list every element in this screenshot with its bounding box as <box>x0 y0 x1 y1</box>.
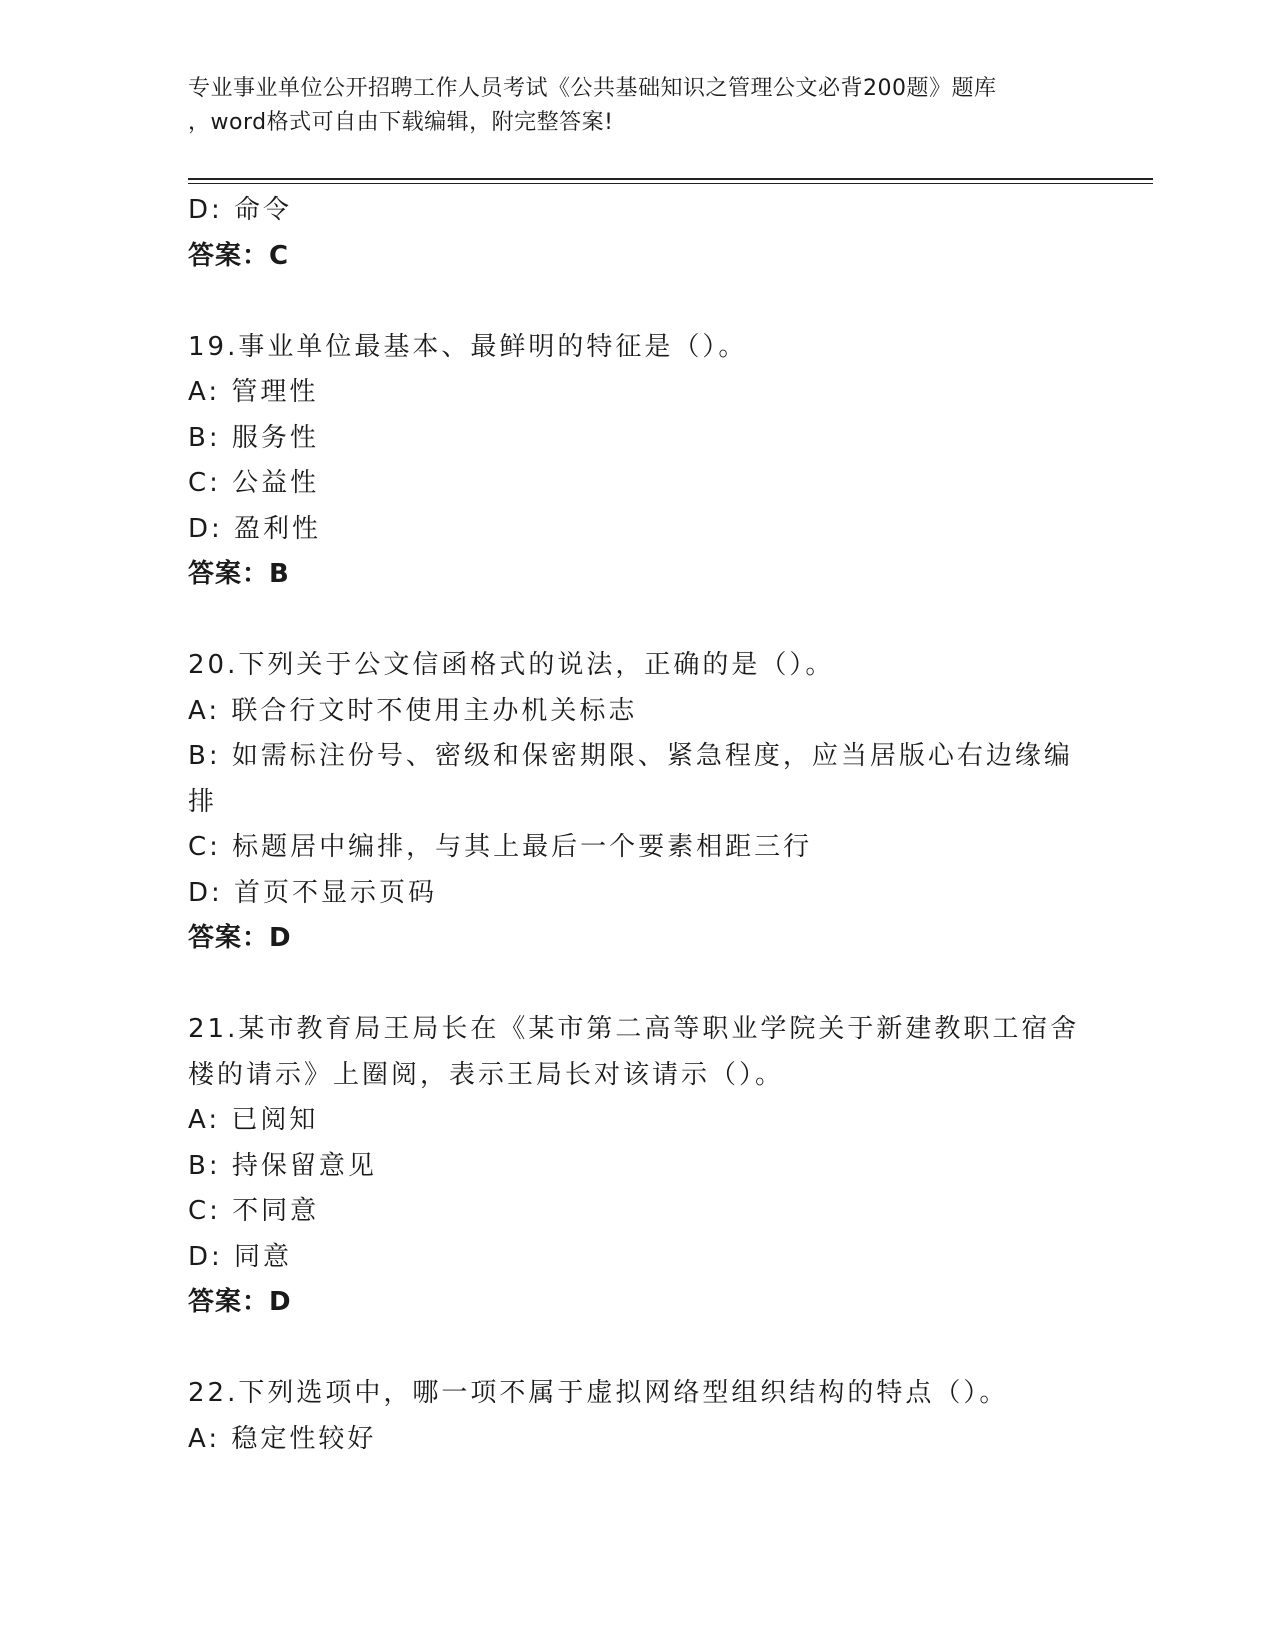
q20-stem: 20.下列关于公文信函格式的说法，正确的是（）。 <box>188 650 835 680</box>
spacer <box>188 598 1088 644</box>
spacer <box>188 962 1088 1008</box>
q18-answer: 答案：C <box>188 240 290 271</box>
spacer <box>188 1326 1088 1372</box>
q21-option-d: D: 同意 <box>188 1241 293 1272</box>
q20-option-b-line-1: B: 如需标注份号、密级和保密期限、紧急程度，应当居版心右边缘编 <box>188 741 1073 771</box>
q22-stem: 22.下列选项中，哪一项不属于虚拟网络型组织结构的特点（）。 <box>188 1378 1009 1408</box>
q20-option-c: C: 标题居中编排，与其上最后一个要素相距三行 <box>188 832 813 862</box>
header-title-line-1: 专业事业单位公开招聘工作人员考试《公共基础知识之管理公文必背200题》题库 <box>188 76 997 101</box>
q18-option-d: D: 命令 <box>188 195 293 225</box>
spacer <box>188 279 1088 325</box>
q19-option-c: C: 公益性 <box>188 468 320 498</box>
q21-answer: 答案：D <box>188 1287 292 1317</box>
q21-option-a: A: 已阅知 <box>188 1105 319 1135</box>
q20-option-d: D: 首页不显示页码 <box>188 877 438 908</box>
q20-option-b-line-2: 排 <box>188 786 218 817</box>
q21-stem-line-2: 楼的请示》上圈阅，表示王局长对该请示（）。 <box>188 1059 785 1090</box>
q19-stem: 19.事业单位最基本、最鲜明的特征是（）。 <box>188 331 748 362</box>
q22-option-a: A: 稳定性较好 <box>188 1423 377 1454</box>
header-title-line-2: ，word格式可自由下载编辑，附完整答案! <box>188 110 614 135</box>
document-header <box>188 72 1088 140</box>
q19-answer: 答案：B <box>188 559 290 589</box>
q20-option-a: A: 联合行文时不使用主办机关标志 <box>188 695 638 726</box>
q19-option-d: D: 盈利性 <box>188 513 322 544</box>
header-divider-thin <box>188 183 1153 184</box>
q21-stem-line-1: 21.某市教育局王局长在《某市第二高等职业学院关于新建教职工宿舍 <box>188 1014 1080 1044</box>
q19-option-a: A: 管理性 <box>188 377 319 407</box>
question-list <box>188 188 1088 1462</box>
q19-option-b: B: 服务性 <box>188 422 319 453</box>
q21-option-c: C: 不同意 <box>188 1196 320 1226</box>
q20-answer: 答案：D <box>188 923 292 953</box>
q21-option-b: B: 持保留意见 <box>188 1150 377 1181</box>
header-divider-thick <box>188 178 1153 180</box>
